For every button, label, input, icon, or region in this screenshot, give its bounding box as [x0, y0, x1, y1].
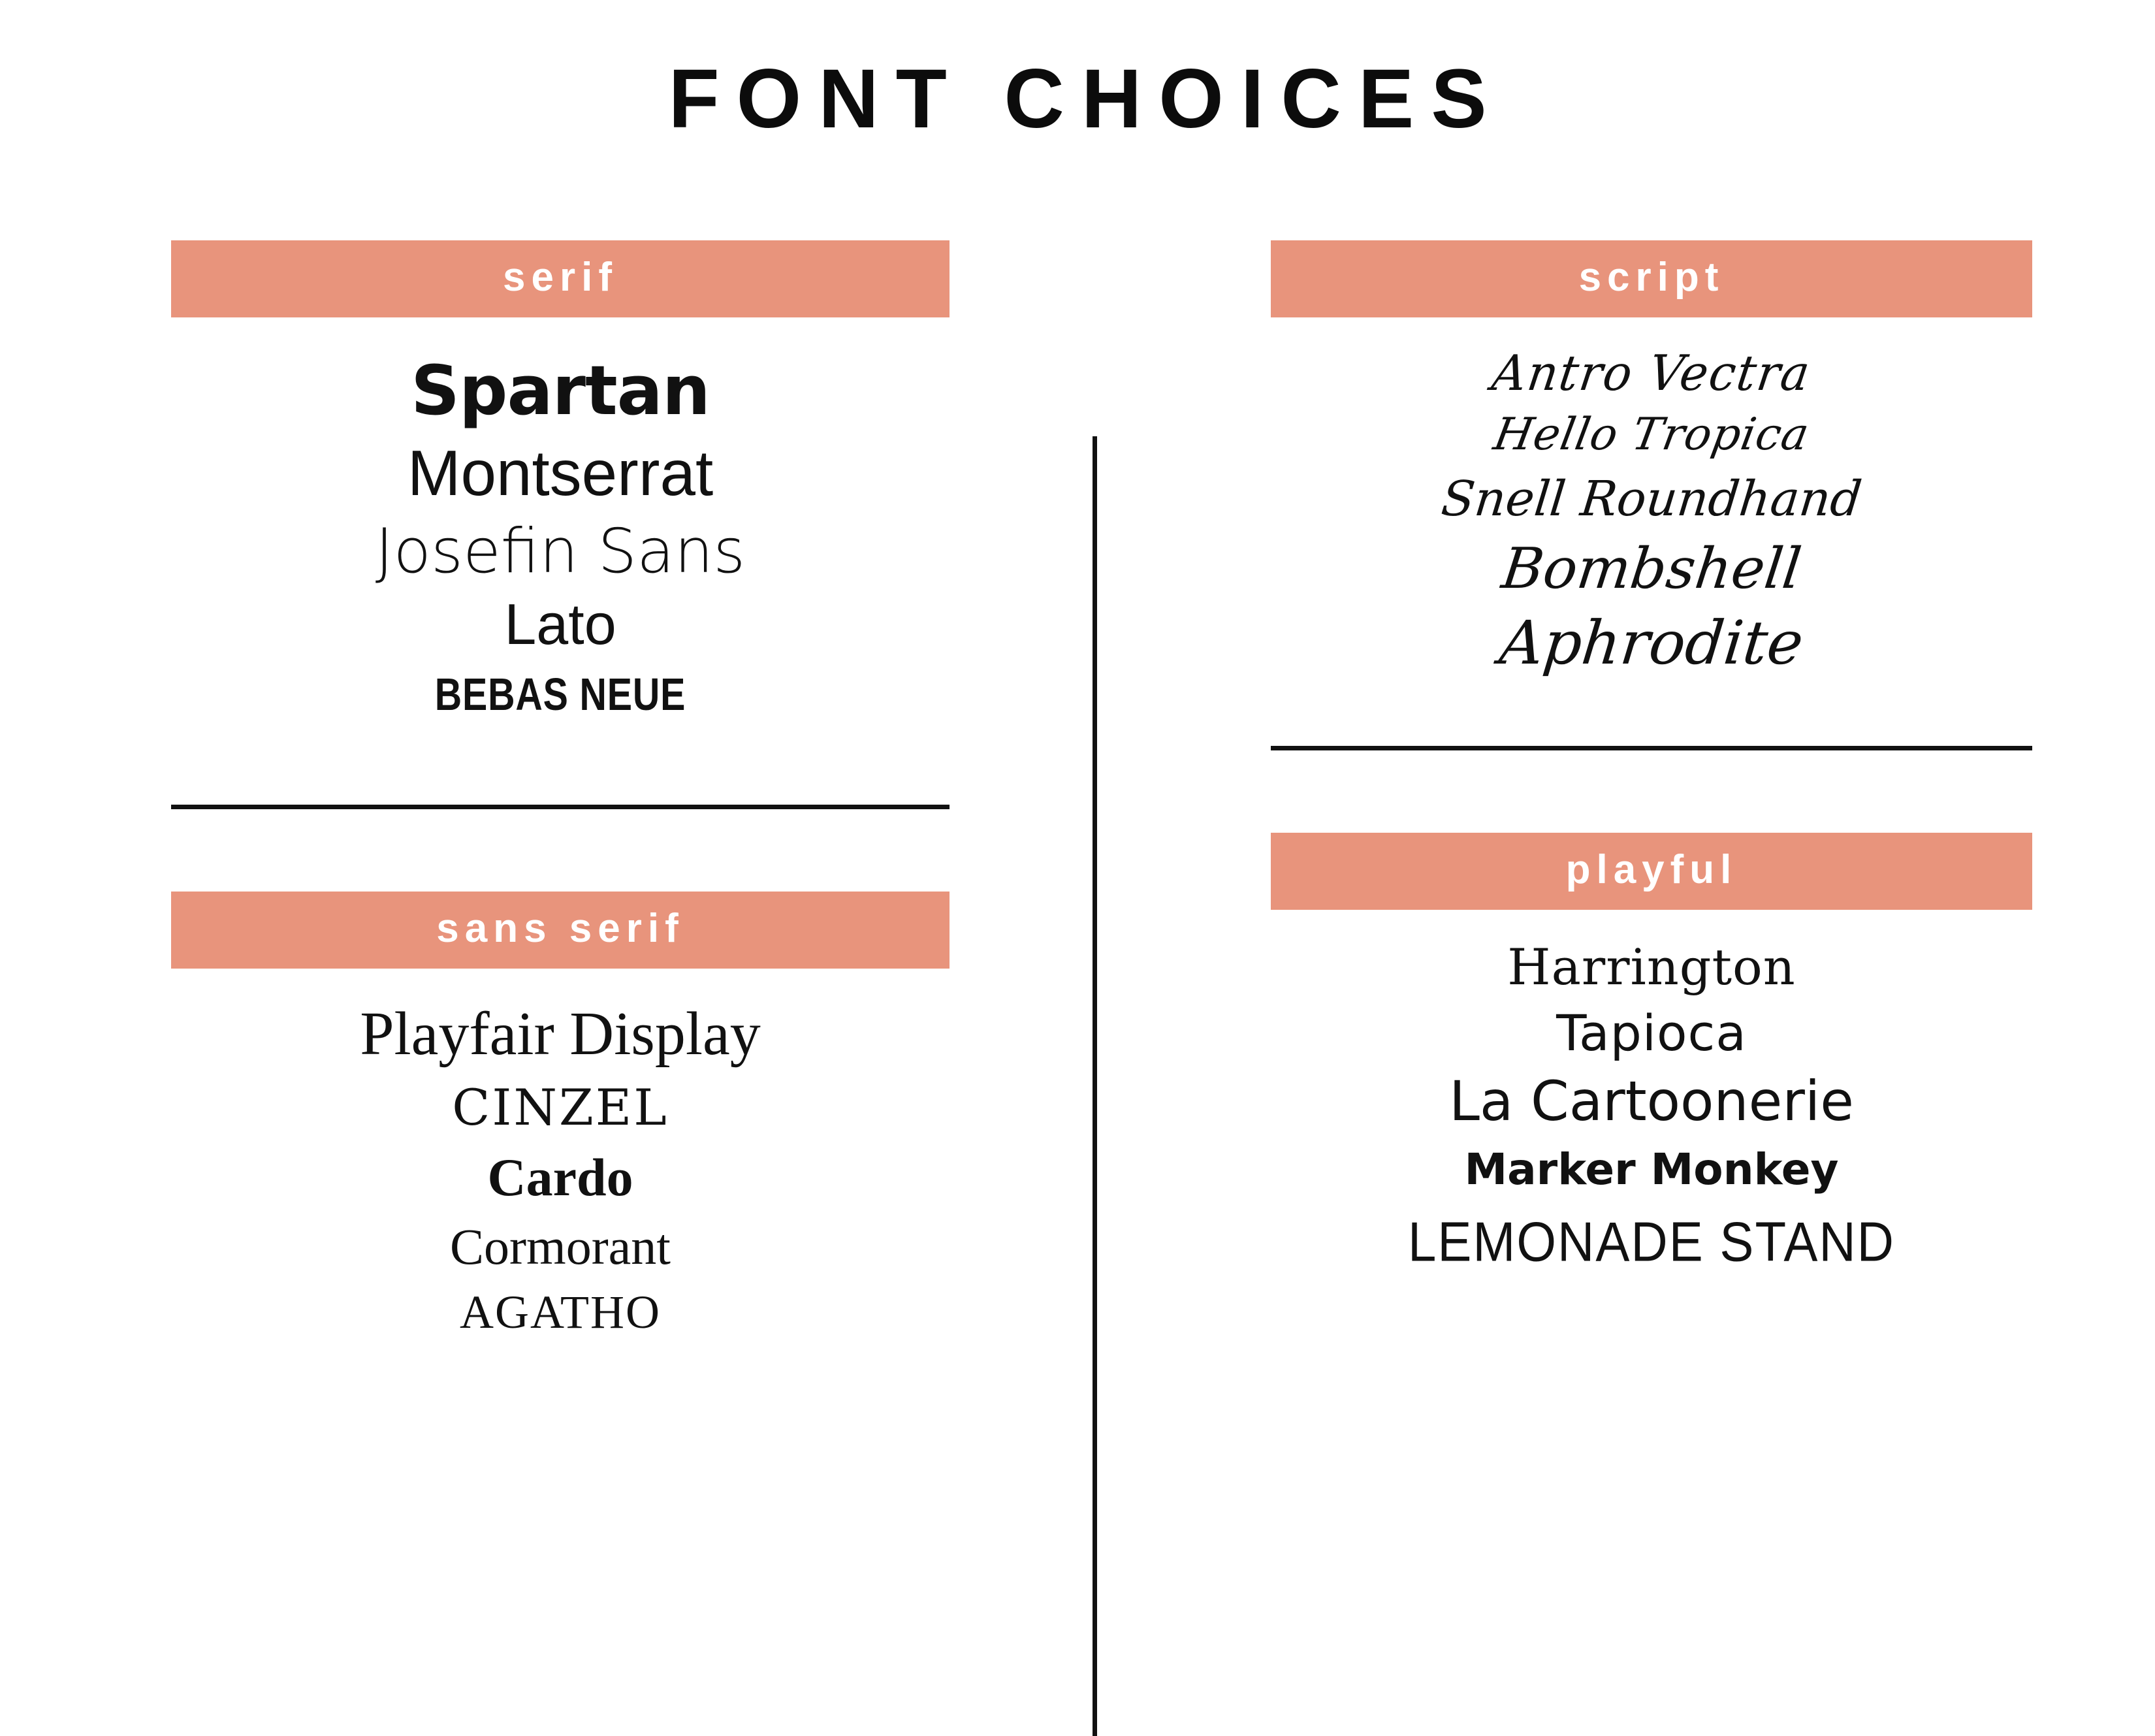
font-sample: Josefin Sans [375, 516, 746, 588]
right-divider-wrap [1271, 746, 2032, 750]
font-sample: Bombshell [1498, 536, 1805, 602]
font-sample: Playfair Display [360, 1000, 761, 1069]
right-column [1078, 240, 2155, 1665]
vertical-divider [1093, 436, 1097, 1736]
font-list-sans-serif [171, 999, 950, 1340]
font-sample: LEMONADE STAND [1408, 1210, 1895, 1274]
font-sample: Cormorant [450, 1217, 671, 1275]
font-sample: Montserrat [407, 437, 714, 509]
font-sample: Marker Monkey [1464, 1144, 1839, 1195]
font-list-playful [1271, 938, 2032, 1274]
font-sample: Aphrodite [1496, 607, 1807, 678]
group-sans-serif [171, 809, 950, 1340]
font-list-serif [171, 351, 950, 722]
left-column [0, 240, 1078, 1665]
category-heading-serif: serif [171, 240, 950, 317]
font-sample: Antro Vectra [1488, 344, 1815, 402]
category-heading-sans-serif: sans serif [171, 892, 950, 969]
category-heading-script: script [1271, 240, 2032, 317]
page-title: FONT CHOICES [668, 52, 1504, 146]
columns-container [0, 240, 2155, 1665]
group-playful [1271, 750, 2032, 1274]
group-serif [171, 240, 950, 722]
font-sample: Lato [504, 592, 616, 657]
font-sample: Snell Roundhand [1439, 471, 1865, 528]
font-sample: Harrington [1507, 938, 1796, 997]
group-script [1271, 240, 2032, 679]
font-sample: Cardo [487, 1147, 633, 1207]
horizontal-divider-left [171, 805, 950, 809]
left-divider-wrap [171, 805, 950, 809]
font-sample: Spartan [411, 350, 710, 430]
font-sample: Tapioca [1556, 1003, 1747, 1062]
font-sample: AGATHO [460, 1286, 661, 1339]
font-list-script [1271, 346, 2032, 679]
category-heading-playful: playful [1271, 833, 2032, 910]
font-sample: Hello Tropica [1490, 409, 1813, 461]
font-sample: CINZEL [452, 1078, 669, 1137]
font-sample: La Cartoonerie [1449, 1069, 1854, 1133]
font-sample: BEBAS NEUE [434, 669, 686, 720]
horizontal-divider-right [1271, 746, 2032, 750]
